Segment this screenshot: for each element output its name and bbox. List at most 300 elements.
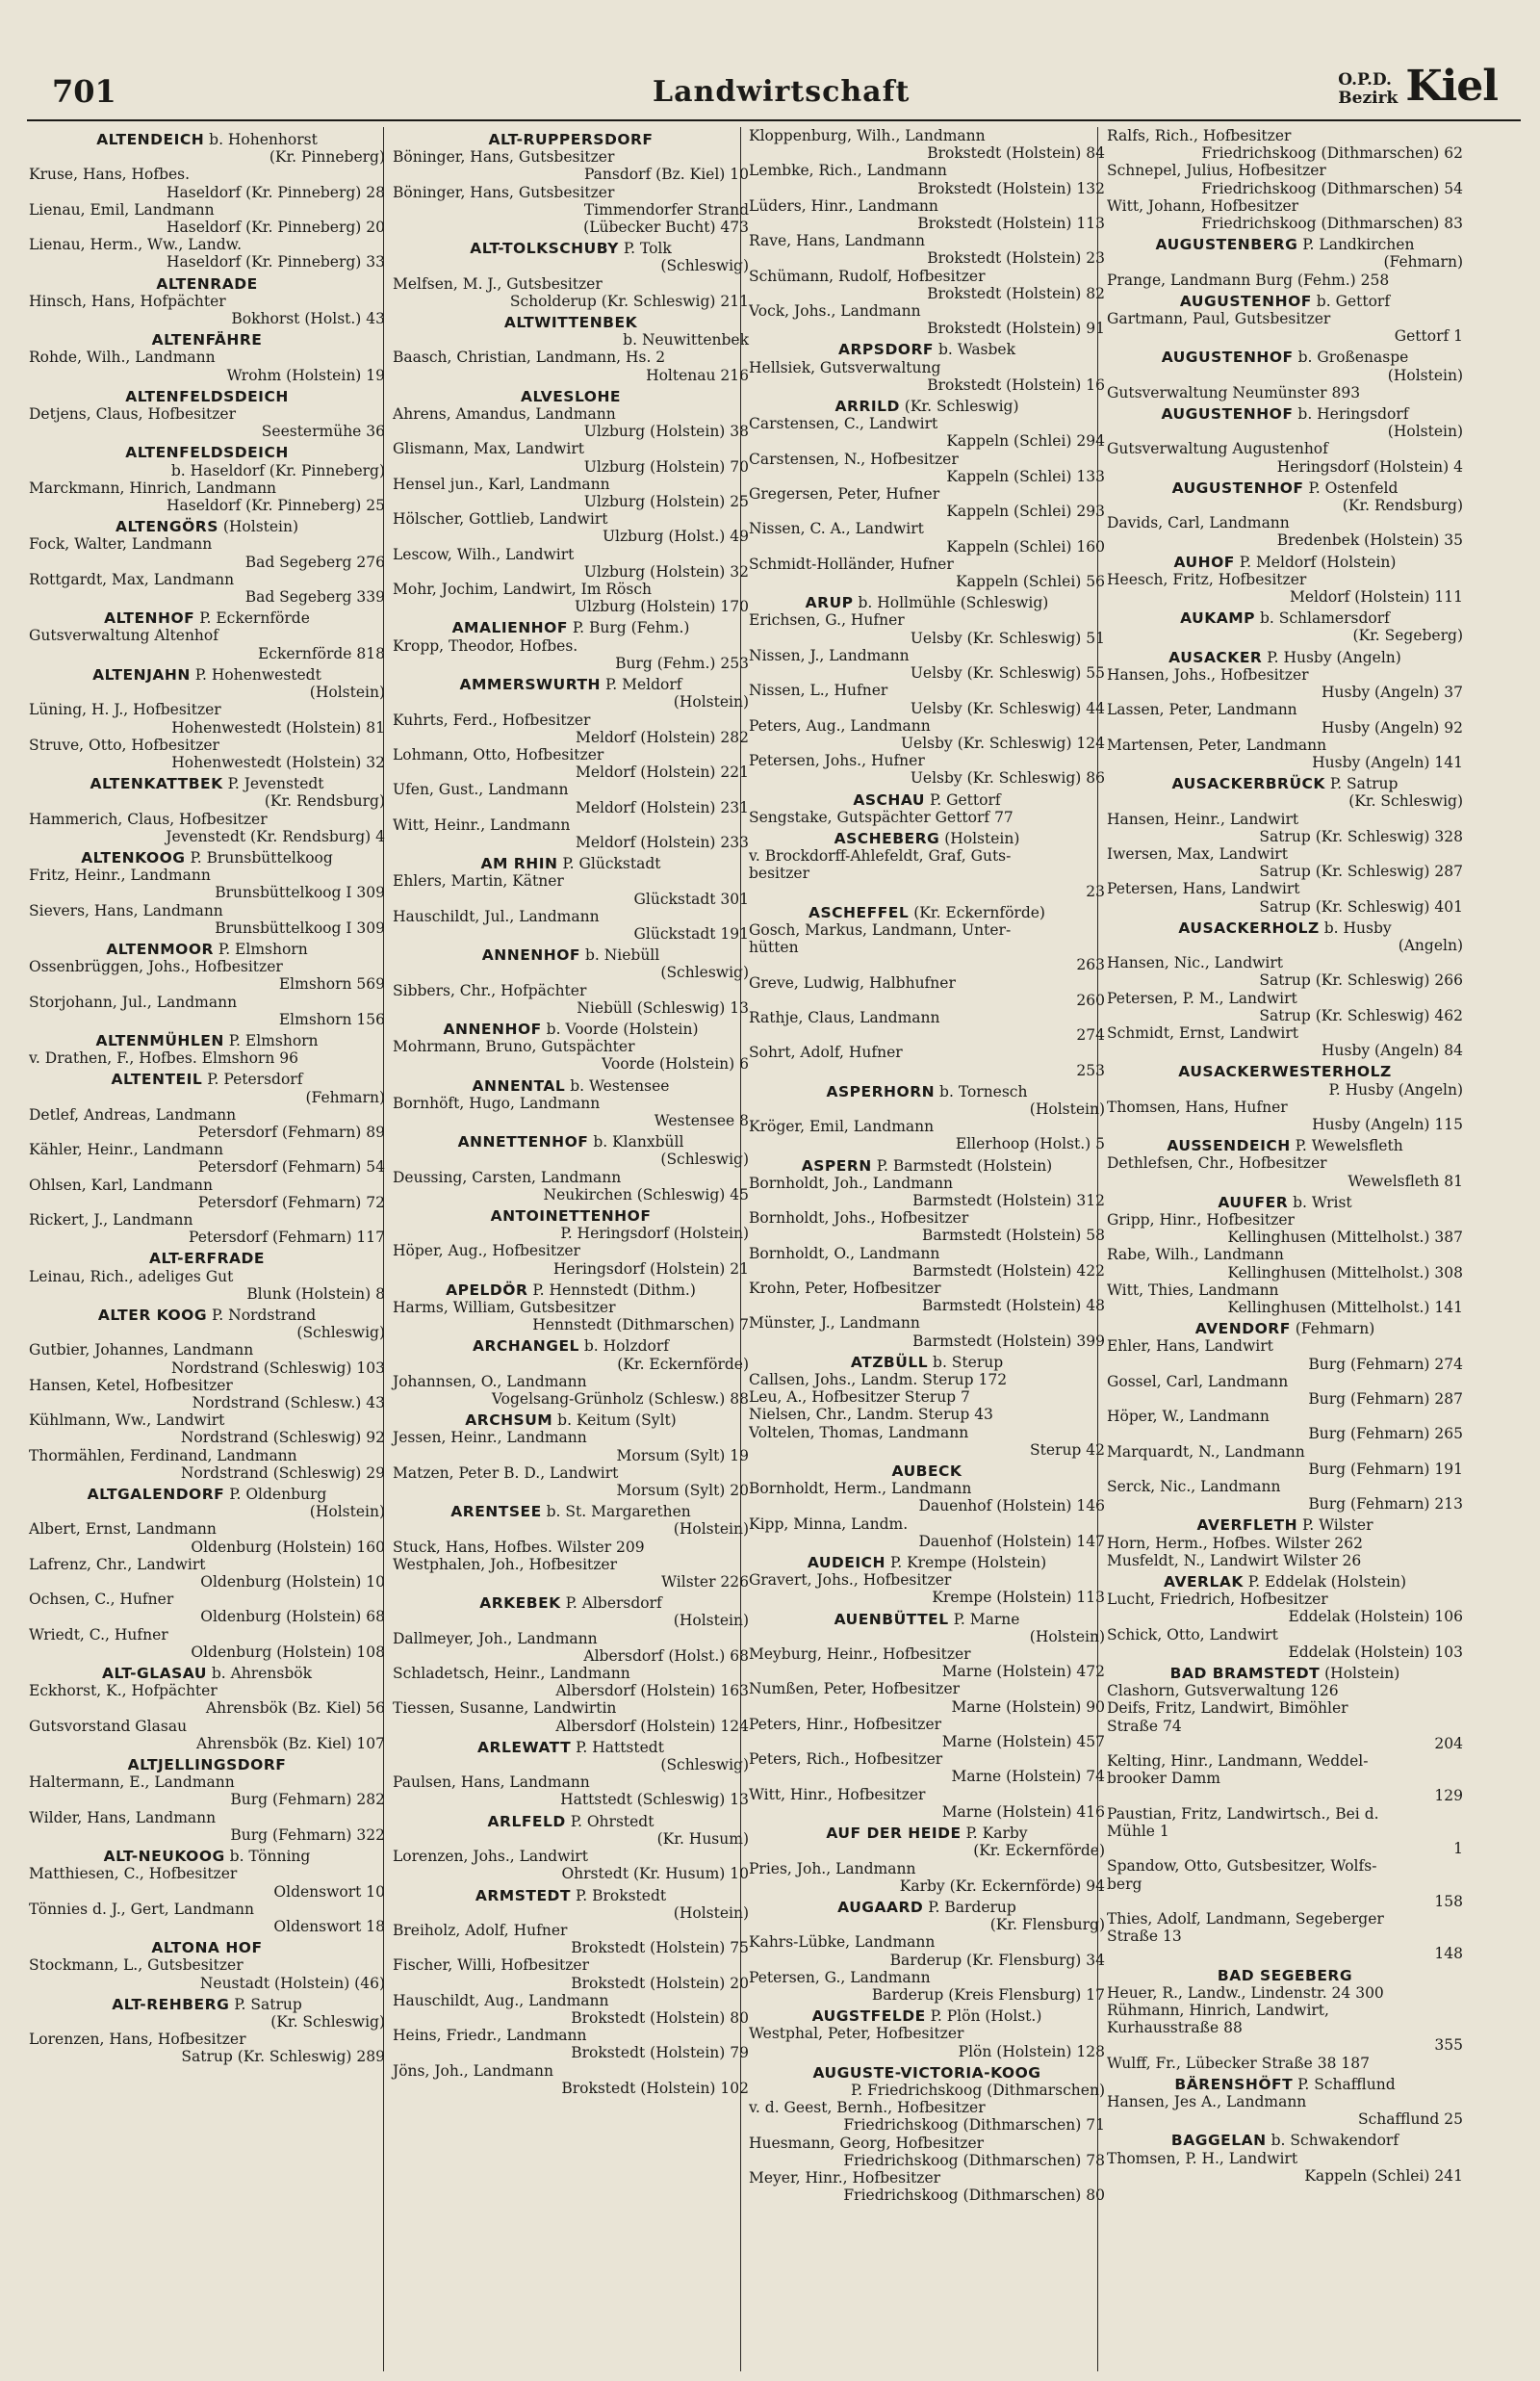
entry-name: Sengstake, Gutspächter Gettorf 77 (749, 808, 1014, 826)
place-name: ANNENHOF (481, 946, 580, 965)
entry-name: Eckhorst, K., Hofpächter (29, 1682, 218, 1700)
entry-location: Voorde (Holstein) 6 (602, 1055, 749, 1074)
entry-name: Hansen, Ketel, Hofbesitzer (29, 1376, 233, 1394)
place-name: ASCHEFFEL (808, 903, 910, 921)
place-heading (29, 331, 385, 349)
place-name: AUGUSTENHOF (1161, 405, 1294, 424)
directory-entry (1107, 1246, 1463, 1281)
entry-location: Husby (Angeln) 141 (1312, 753, 1463, 771)
postal-info: b. Hollmühle (Schleswig) (858, 594, 1049, 612)
directory-entry (29, 405, 385, 440)
entry-name: v. Drathen, F., Hofbes. Elmshorn 96 (29, 1049, 298, 1068)
postal-info: b. Husby (1323, 919, 1392, 937)
entry-location: Brokstedt (Holstein) 84 (927, 144, 1105, 163)
postal-info-line2: (Holstein) (673, 693, 749, 712)
entry-name: Heins, Friedr., Landmann (393, 2027, 587, 2045)
postal-info-line2: (Schleswig) (660, 257, 749, 275)
directory-entry (29, 1377, 385, 1411)
postal-info: P. Schafflund (1297, 2075, 1396, 2093)
entry-location: Burg (Fehm.) 253 (615, 654, 749, 672)
place-name: AUKAMP (1180, 609, 1256, 628)
place-heading (1107, 609, 1463, 644)
entry-name: Sibbers, Chr., Hofpächter (393, 981, 587, 999)
directory-entry (29, 166, 385, 200)
postal-info-line2: (Holstein) (673, 1612, 749, 1630)
postal-info: P. Gettorf (929, 790, 1001, 809)
entry-name: Gutsverwaltung Altenhof (29, 627, 218, 645)
entry-name: Deussing, Carsten, Landmann (393, 1168, 622, 1186)
entry-name: Wriedt, C., Hufner (29, 1625, 168, 1643)
place-heading (29, 275, 385, 293)
place-heading (29, 1032, 385, 1049)
entry-name: Schmidt-Holländer, Hufner (749, 555, 954, 573)
postal-info: P. Satrup (234, 1995, 302, 2013)
directory-entry (29, 1773, 385, 1808)
entry-location: Jevenstedt (Kr. Rendsburg) 4 (166, 827, 385, 845)
directory-entry (1107, 1857, 1463, 1875)
place-heading (1107, 649, 1463, 666)
directory-entry (1107, 845, 1463, 880)
directory-entry (29, 1626, 385, 1661)
place-heading (1107, 775, 1463, 810)
directory-entry (749, 2082, 1105, 2099)
entry-name: Kelting, Hinr., Landmann, Weddel- (1107, 1752, 1369, 1771)
place-heading (749, 1899, 1105, 1933)
place-name: ALTONA HOF (151, 1939, 263, 1957)
place-name: ASPERHORN (826, 1082, 936, 1100)
directory-entry (29, 902, 385, 937)
entry-name: Witt, Johann, Hofbesitzer (1107, 196, 1299, 215)
entry-location: Brokstedt (Holstein) 16 (927, 375, 1105, 394)
entry-name: Hansen, Jes A., Landmann (1107, 2092, 1307, 2110)
directory-entry (29, 958, 385, 993)
entry-name: berg (1107, 1875, 1142, 1893)
entry-location: Marne (Holstein) 472 (941, 1663, 1105, 1681)
entry-location: Eddelak (Holstein) 103 (1288, 1643, 1463, 1661)
directory-entry (1107, 737, 1463, 771)
directory-entry (749, 752, 1105, 787)
entry-location: Plön (Holstein) 128 (958, 2042, 1105, 2060)
postal-info: b. Schwakendorf (1270, 2132, 1399, 2150)
entry-name: Rohde, Wilh., Landmann (29, 349, 216, 367)
entry-name: Lüders, Hinr., Landmann (749, 196, 938, 215)
entry-location: Bredenbek (Holstein) 35 (1276, 531, 1463, 550)
directory-entry (1107, 1823, 1463, 1857)
postal-info-line2: (Holstein) (1029, 1627, 1105, 1645)
entry-name: Lorenzen, Johs., Landwirt (393, 1848, 588, 1866)
place-name: ARLFELD (487, 1812, 566, 1830)
place-name: ARCHANGEL (472, 1337, 579, 1356)
directory-entry (1107, 990, 1463, 1024)
entry-location: Kappeln (Schlei) 294 (946, 432, 1105, 451)
place-name: ALTENKATTBEK (90, 775, 223, 793)
entry-name: Gutsverwaltung Augustenhof (1107, 440, 1328, 458)
directory-entry (1107, 272, 1463, 289)
entry-name: Ralfs, Rich., Hofbesitzer (1107, 127, 1292, 144)
directory-entry (393, 440, 749, 475)
entry-name: Greve, Ludwig, Halbhufner (749, 973, 956, 992)
directory-entry (1107, 440, 1463, 475)
entry-location: Kappeln (Schlei) 160 (946, 537, 1105, 556)
entry-name: Hauschildt, Aug., Landmann (393, 1991, 609, 2009)
postal-info: P. Ostenfeld (1308, 479, 1399, 497)
directory-entry (749, 2135, 1105, 2169)
directory-entry (1107, 1281, 1463, 1316)
directory-entry (393, 476, 749, 510)
directory-entry (1107, 1552, 1463, 1569)
entry-location: Ahrensbök (Bz. Kiel) 56 (205, 1699, 385, 1718)
entry-location: Brokstedt (Holstein) 132 (917, 179, 1105, 197)
entry-location: Ulzburg (Holstein) 25 (583, 493, 749, 511)
entry-name: Hammerich, Claus, Hofbesitzer (29, 810, 268, 828)
entry-location: Barmstedt (Holstein) 312 (912, 1191, 1105, 1209)
place-name: AUGUSTE-VICTORIA-KOOG (812, 2063, 1041, 2082)
entry-location: Brokstedt (Holstein) 80 (571, 2008, 749, 2027)
directory-entry (29, 867, 385, 901)
place-name: ARENTSEE (450, 1503, 542, 1521)
postal-info: b. Großenaspe (1297, 349, 1409, 367)
entry-name: Deifs, Fritz, Landwirt, Bimöhler (1107, 1699, 1348, 1718)
postal-info: P. Husby (Angeln) (1267, 648, 1401, 666)
entry-location: Eckernförde 818 (257, 644, 385, 662)
directory-entry (393, 982, 749, 1017)
postal-info: b. Westensee (570, 1076, 670, 1095)
place-name: ANNENHOF (443, 1020, 542, 1038)
entry-location: Barderup (Kr. Flensburg) 34 (889, 1951, 1105, 1969)
place-heading (29, 1756, 385, 1773)
directory-entry (29, 1211, 385, 1246)
entry-location: Wrohm (Holstein) 19 (226, 366, 385, 384)
place-heading (393, 131, 749, 148)
entry-name: Gripp, Hinr., Hofbesitzer (1107, 1210, 1295, 1229)
place-name: AUF DER HEIDE (826, 1825, 962, 1843)
place-name: ARCHSUM (465, 1411, 553, 1430)
directory-entry (29, 1106, 385, 1141)
entry-name: Westphalen, Joh., Hofbesitzer (393, 1555, 618, 1573)
directory-entry (749, 197, 1105, 232)
place-name: ASPERN (801, 1156, 872, 1175)
entry-name: Hauschildt, Jul., Landmann (393, 907, 600, 925)
directory-column-4 (1107, 127, 1463, 2185)
postal-info: (Holstein) (222, 518, 299, 536)
entry-name: Gartmann, Paul, Gutsbesitzer (1107, 310, 1331, 328)
directory-entry (393, 2062, 749, 2097)
place-heading (393, 388, 749, 405)
place-name: AUGUSTENHOF (1161, 349, 1294, 367)
entry-location: 263 (1076, 956, 1105, 974)
directory-entry (1107, 1876, 1463, 1910)
entry-name: Westphal, Peter, Hofbesitzer (749, 2025, 964, 2043)
place-name: ALT-RUPPERSDORF (488, 131, 654, 148)
entry-location: Kellinghusen (Mittelholst.) 387 (1227, 1229, 1463, 1247)
directory-entry (393, 1242, 749, 1277)
entry-name: Thomsen, Hans, Hufner (1107, 1098, 1288, 1116)
entry-name: Matzen, Peter B. D., Landwirt (393, 1463, 619, 1482)
place-name: AUGUSTENHOF (1179, 292, 1312, 310)
directory-entry (749, 1969, 1105, 2004)
entry-location: Morsum (Sylt) 20 (616, 1482, 749, 1500)
directory-entry (29, 994, 385, 1028)
entry-name: Huesmann, Georg, Hofbesitzer (749, 2134, 985, 2152)
entry-location: Oldenswort 10 (273, 1882, 385, 1901)
postal-info: P. Barderup (928, 1898, 1016, 1916)
entry-location: Westensee 8 (654, 1111, 749, 1129)
entry-location: Bad Segeberg 339 (244, 588, 385, 607)
entry-name: Lohmann, Otto, Hofbesitzer (393, 745, 604, 763)
directory-entry (29, 1718, 385, 1752)
entry-location: Burg (Fehmarn) 282 (230, 1791, 385, 1809)
postal-info-line2: (Kr. Husum) (656, 1829, 749, 1848)
postal-info: b. Klanxbüll (593, 1133, 684, 1152)
entry-name: v. d. Geest, Bernh., Hofbesitzer (749, 2099, 986, 2117)
entry-location: Kappeln (Schlei) 293 (946, 503, 1105, 521)
directory-entry (1107, 514, 1463, 549)
entry-name: Hensel jun., Karl, Landmann (393, 475, 610, 493)
entry-name: Böninger, Hans, Gutsbesitzer (393, 148, 615, 167)
entry-location: Albersdorf (Holstein) 124 (555, 1717, 749, 1735)
place-heading (29, 666, 385, 701)
postal-info-line2: (Holstein) (309, 684, 385, 702)
entry-location: Marne (Holstein) 457 (941, 1733, 1105, 1751)
place-name: AUENBÜTTEL (834, 1610, 949, 1628)
directory-entry (1107, 1984, 1463, 2002)
directory-entry (29, 1411, 385, 1446)
postal-info: P. Burg (Fehm.) (572, 619, 690, 637)
directory-entry (749, 1680, 1105, 1715)
directory-entry (393, 637, 749, 672)
place-heading (1107, 2132, 1463, 2149)
place-name: AUSACKERWESTERHOLZ (1178, 1063, 1392, 1081)
entry-location: Satrup (Kr. Schleswig) 462 (1259, 1006, 1463, 1024)
place-heading (29, 1307, 385, 1341)
entry-name: Stockmann, L., Gutsbesitzer (29, 1956, 244, 1975)
entry-location: Haseldorf (Kr. Pinneberg) 28 (166, 183, 385, 201)
entry-location: Satrup (Kr. Schleswig) 401 (1259, 897, 1463, 916)
postal-info-line2: (Fehmarn) (1383, 253, 1463, 272)
entry-name: Höper, Aug., Hofbesitzer (393, 1242, 580, 1260)
entry-name: Johannsen, O., Landmann (393, 1372, 587, 1390)
entry-name: Hansen, Johs., Hofbesitzer (1107, 665, 1309, 684)
entry-name: Höper, W., Landmann (1107, 1408, 1270, 1426)
postal-info-line2: (Kr. Eckernförde) (973, 1842, 1105, 1860)
directory-entry (29, 1447, 385, 1482)
directory-entry (29, 1591, 385, 1625)
entry-location: Petersdorf (Fehmarn) 117 (189, 1229, 385, 1247)
entry-location: Petersdorf (Fehmarn) 89 (197, 1123, 385, 1141)
place-name: ALTGALENDORF (87, 1486, 225, 1504)
postal-info: P. Elmshorn (228, 1031, 319, 1049)
directory-entry (29, 1177, 385, 1211)
directory-entry (29, 1865, 385, 1900)
entry-name: Ufen, Gust., Landmann (393, 781, 569, 799)
entry-location: Brunsbüttelkoog I 309 (215, 884, 385, 902)
place-heading (749, 1157, 1105, 1175)
entry-name: Gutsvorstand Glasau (29, 1717, 188, 1735)
entry-location: Albersdorf (Holst.) 68 (583, 1646, 749, 1665)
entry-location: Meldorf (Holstein) 231 (575, 798, 749, 816)
place-name: ALTENDEICH (96, 131, 205, 148)
entry-name: Rathje, Claus, Landmann (749, 1008, 940, 1026)
entry-name: Kühlmann, Ww., Landwirt (29, 1411, 225, 1430)
entry-location: Meldorf (Holstein) 282 (575, 728, 749, 746)
entry-name: Voltelen, Thomas, Landmann (749, 1423, 969, 1441)
place-heading (1107, 236, 1463, 271)
entry-location: P. Friedrichskoog (Dithmarschen) (850, 2081, 1105, 2099)
directory-entry (749, 485, 1105, 520)
directory-entry (1107, 2002, 1463, 2019)
postal-info: P. Albersdorf (565, 1594, 662, 1613)
directory-entry (1107, 954, 1463, 989)
entry-location: Glückstadt 191 (633, 924, 749, 943)
entry-name: Dallmeyer, Joh., Landmann (393, 1629, 598, 1647)
entry-name: Lüning, H. J., Hofbesitzer (29, 701, 221, 719)
entry-location: Brokstedt (Holstein) 75 (571, 1939, 749, 1957)
entry-location: Barmstedt (Holstein) 48 (921, 1297, 1105, 1315)
entry-name: Storjohann, Jul., Landmann (29, 993, 238, 1011)
entry-name: Nissen, C. A., Landwirt (749, 520, 924, 538)
entry-location: Bad Segeberg 276 (244, 553, 385, 571)
entry-name: Thies, Adolf, Landmann, Segeberger (1107, 1909, 1384, 1928)
directory-entry (1107, 1805, 1463, 1823)
entry-location: Kappeln (Schlei) 133 (946, 467, 1105, 485)
entry-name: Böninger, Hans, Gutsbesitzer (393, 183, 615, 201)
entry-name: Peters, Aug., Landmann (749, 716, 931, 735)
place-heading (29, 849, 385, 867)
entry-name: Straße 13 (1107, 1928, 1182, 1946)
entry-location: 204 (1434, 1734, 1463, 1752)
entry-name: Lorenzen, Hans, Hofbesitzer (29, 2031, 246, 2049)
entry-name: Pries, Joh., Landmann (749, 1859, 916, 1877)
postal-info: b. Heringsdorf (1297, 405, 1409, 424)
entry-location: Meldorf (Holstein) 233 (575, 833, 749, 851)
entry-name: Kähler, Heinr., Landmann (29, 1141, 223, 1159)
header-rule (27, 119, 1521, 121)
directory-entry (749, 847, 1105, 865)
entry-name: Melfsen, M. J., Gutsbesitzer (393, 274, 603, 293)
postal-info: b. Tönning (229, 1848, 311, 1866)
entry-location: Brokstedt (Holstein) 91 (927, 320, 1105, 338)
postal-info: P. Marne (953, 1610, 1020, 1628)
entry-location: Schafflund 25 (1357, 2110, 1463, 2129)
entry-location: Glückstadt 301 (633, 890, 749, 908)
directory-entry (29, 627, 385, 661)
entry-name: Ochsen, C., Hufner (29, 1591, 174, 1609)
entry-location: Kellinghusen (Mittelholst.) 141 (1227, 1299, 1463, 1316)
place-heading (29, 131, 385, 166)
entry-location: Petersdorf (Fehmarn) 54 (197, 1158, 385, 1177)
entry-location: Haseldorf (Kr. Pinneberg) 25 (166, 497, 385, 515)
entry-location: Haseldorf (Kr. Pinneberg) 33 (166, 253, 385, 272)
place-heading (1107, 1320, 1463, 1337)
entry-location: Ellerhoop (Holst.) 5 (955, 1135, 1105, 1153)
directory-entry (749, 162, 1105, 196)
place-heading (749, 341, 1105, 358)
entry-name: Carstensen, N., Hofbesitzer (749, 450, 959, 468)
directory-column-1 (29, 127, 385, 2066)
postal-info: b. Sterup (933, 1353, 1004, 1371)
directory-entry (393, 546, 749, 581)
directory-entry (1107, 127, 1463, 162)
place-heading (749, 1825, 1105, 1859)
district-label (1338, 71, 1398, 108)
entry-name: Kurhausstraße 88 (1107, 2019, 1243, 2037)
place-heading (1107, 1967, 1463, 1984)
postal-info: P. Eddelak (Holstein) (1247, 1573, 1406, 1592)
entry-location: 148 (1434, 1945, 1463, 1963)
postal-info: b. Gettorf (1316, 292, 1391, 310)
postal-info: (Kr. Eckernförde) (913, 903, 1045, 921)
directory-entry (749, 359, 1105, 394)
directory-entry (393, 712, 749, 746)
place-heading (1107, 479, 1463, 514)
place-name: AUGAARD (837, 1898, 924, 1916)
directory-entry (749, 611, 1105, 646)
place-heading (29, 1250, 385, 1267)
entry-name: Witt, Thies, Landmann (1107, 1281, 1279, 1299)
entry-name: Gravert, Johs., Hofbesitzer (749, 1571, 952, 1590)
entry-name: Mohrmann, Bruno, Gutspächter (393, 1038, 635, 1056)
place-name: ARUP (805, 594, 854, 612)
entry-name: Ehler, Hans, Landwirt (1107, 1337, 1273, 1356)
postal-info-line2: b. Neuwittenbek (623, 331, 749, 349)
directory-entry (1107, 1099, 1463, 1133)
postal-info: P. Jevenstedt (227, 775, 324, 793)
place-heading (393, 1739, 749, 1773)
directory-entry (1107, 2019, 1463, 2054)
directory-entry (393, 1773, 749, 1808)
place-name: ASCHAU (853, 790, 926, 809)
entry-location: Elmshorn 569 (278, 975, 385, 994)
place-heading (393, 1207, 749, 1225)
entry-location: Karby (Kr. Eckernförde) 94 (899, 1876, 1105, 1895)
directory-entry (1107, 571, 1463, 606)
entry-location: Marne (Holstein) 74 (951, 1768, 1105, 1786)
directory-entry (393, 349, 749, 383)
entry-name: Gregersen, Peter, Hufner (749, 485, 940, 504)
entry-name: Ahrens, Amandus, Landmann (393, 405, 616, 424)
postal-info: P. Karby (965, 1825, 1028, 1843)
entry-name: Lienau, Emil, Landmann (29, 200, 215, 219)
entry-location: Oldenburg (Holstein) 68 (200, 1608, 385, 1626)
place-name: ALT-GLASAU (102, 1665, 207, 1683)
entry-location: Dauenhof (Holstein) 147 (918, 1532, 1105, 1550)
entry-name: Bornhöft, Hugo, Landmann (393, 1094, 601, 1112)
directory-entry (749, 1245, 1105, 1280)
place-name: ALTENFÄHRE (151, 331, 263, 349)
district-block (1338, 62, 1498, 111)
entry-location: Burg (Fehmarn) 213 (1308, 1495, 1463, 1514)
postal-info-line2: (Kr. Eckernförde) (617, 1355, 749, 1373)
directory-entry (393, 405, 749, 440)
entry-location: Husby (Angeln) 115 (1312, 1115, 1463, 1133)
entry-location: 355 (1434, 2036, 1463, 2055)
entry-name: Ohlsen, Karl, Landmann (29, 1176, 213, 1194)
entry-name: Hölscher, Gottlieb, Landwirt (393, 510, 608, 529)
place-name: AUSSENDEICH (1167, 1137, 1291, 1155)
directory-entry (749, 1645, 1105, 1680)
entry-location: Husby (Angeln) 37 (1321, 684, 1463, 702)
place-name: BÄRENSHÖFT (1174, 2075, 1294, 2093)
place-heading (393, 1281, 749, 1299)
directory-entry (1107, 1535, 1463, 1552)
entry-location: Scholderup (Kr. Schleswig) 211 (509, 292, 749, 310)
directory-entry (749, 451, 1105, 485)
entry-name: besitzer (749, 865, 809, 883)
place-heading (393, 855, 749, 872)
entry-location: Uelsby (Kr. Schleswig) 51 (910, 629, 1105, 647)
page-title: Landwirtschaft (653, 75, 911, 109)
entry-name: Prange, Landmann Burg (Fehm.) 258 (1107, 271, 1390, 289)
